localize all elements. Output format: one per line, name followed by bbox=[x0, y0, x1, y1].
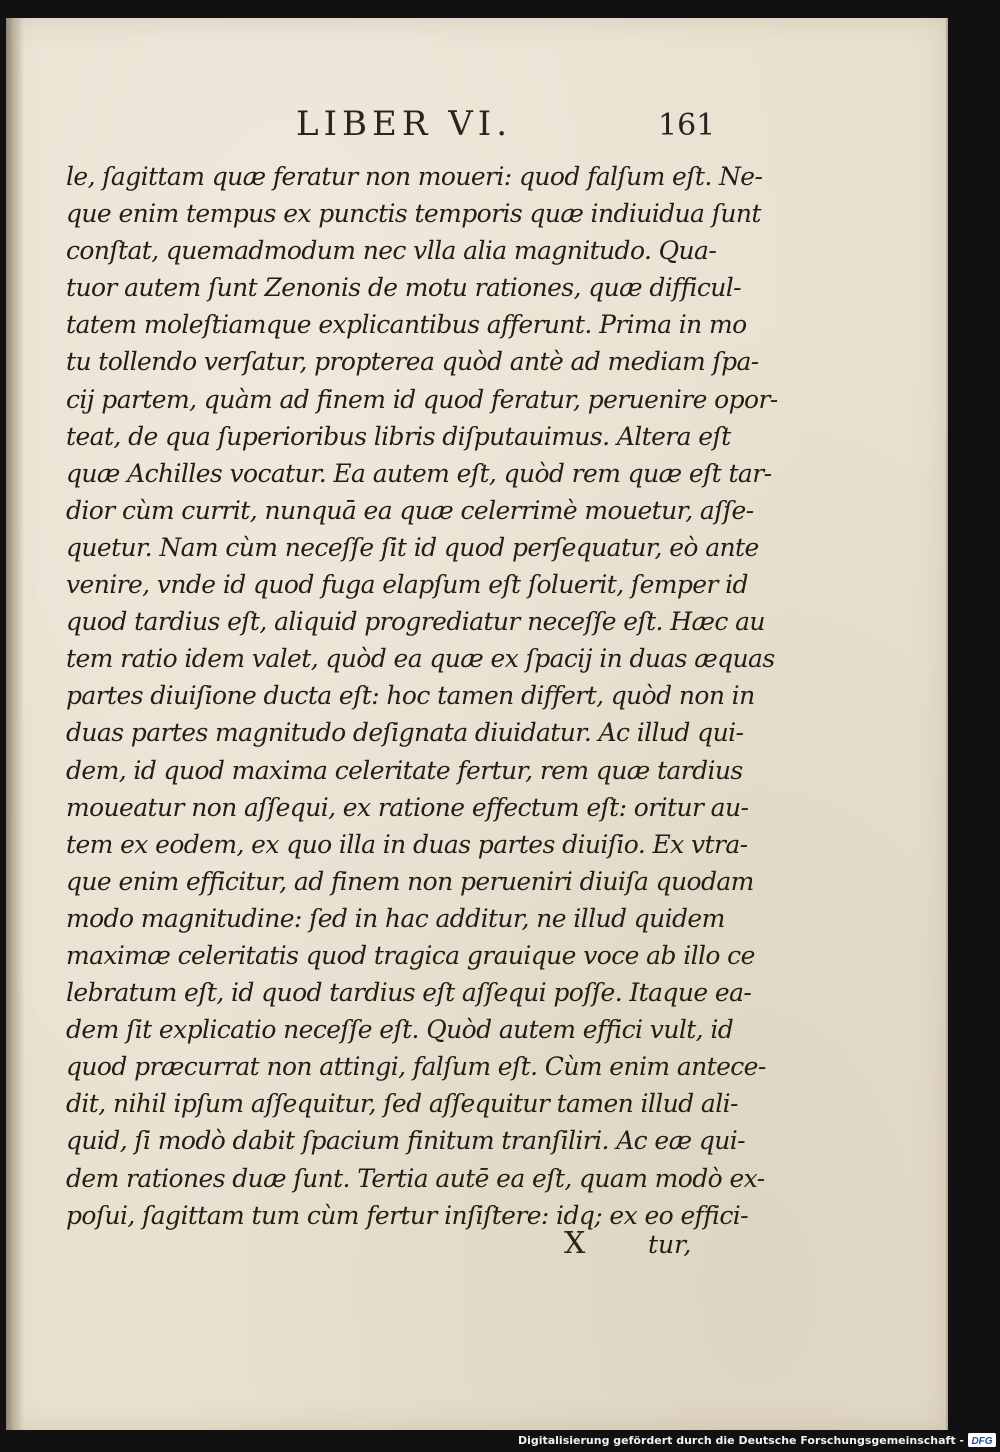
text-line: quid, ſi modò dabit ſpacium finitum tranſiliri. Ac eæ qui- bbox=[66, 1126, 745, 1156]
text-line: tem ex eodem, ex quo illa in duas partes diuiſio. Ex vtra- bbox=[66, 829, 748, 859]
signature-mark: X bbox=[564, 1226, 586, 1261]
text-line: que enim tempus ex punctis temporis quæ indiuidua ſunt bbox=[66, 199, 761, 229]
text-line: tatem moleſtiamque explicantibus afferunt. Prima in mo bbox=[66, 310, 747, 340]
book-page bbox=[6, 18, 948, 1430]
page-binding-edge bbox=[6, 18, 24, 1430]
text-line: quod tardius eſt, aliquid progrediatur neceſſe eſt. Hæc au bbox=[66, 607, 765, 637]
text-line: dem, id quod maxima celeritate fertur, rem quæ tardius bbox=[66, 755, 743, 785]
catchword: tur, bbox=[648, 1230, 692, 1259]
footer-bar bbox=[0, 1430, 1000, 1452]
text-line: teat, de qua ſuperioribus libris diſputauimus. Altera eſt bbox=[66, 421, 731, 451]
body-text bbox=[66, 158, 778, 1234]
text-line: tuor autem ſunt Zenonis de motu rationes, quæ difficul- bbox=[66, 273, 741, 303]
text-line: poſui, ſagittam tum cùm fertur inſiſtere: idq; ex eo effici- bbox=[66, 1200, 749, 1230]
text-line: tem ratio idem valet, quòd ea quæ ex ſpacij in duas æquas bbox=[66, 644, 775, 674]
text-line: dem ſit explicatio neceſſe eſt. Quòd autem effici vult, id bbox=[66, 1015, 734, 1045]
text-line: tu tollendo verſatur, propterea quòd antè ad mediam ſpa- bbox=[66, 347, 759, 377]
funding-credit: Digitalisierung gefördert durch die Deutsche Forschungsgemeinschaft - bbox=[517, 1434, 964, 1447]
text-line: le, ſagittam quæ feratur non moueri: quod falſum eſt. Ne- bbox=[66, 162, 763, 191]
text-line: lebratum eſt, id quod tardius eſt aſſequi poſſe. Itaque ea- bbox=[66, 978, 752, 1008]
text-line: duas partes magnitudo deſignata diuidatur. Ac illud qui- bbox=[66, 718, 744, 748]
text-line: quæ Achilles vocatur. Ea autem eſt, quòd rem quæ eſt tar- bbox=[66, 458, 772, 488]
text-line: conſtat, quemadmodum nec vlla alia magnitudo. Qua- bbox=[66, 236, 717, 266]
text-line: quetur. Nam cùm neceſſe ſit id quod perſequatur, eò ante bbox=[66, 532, 759, 562]
text-line: venire, vnde id quod fuga elapſum eſt ſoluerit, ſemper id bbox=[66, 570, 748, 600]
text-line: partes diuiſione ducta eſt: hoc tamen differt, quòd non in bbox=[66, 681, 755, 711]
text-line: cij partem, quàm ad finem id quod feratur, peruenire opor- bbox=[66, 384, 778, 414]
text-line: maximæ celeritatis quod tragica grauique voce ab illo ce bbox=[66, 940, 755, 970]
running-head: LIBER VI. bbox=[296, 104, 513, 144]
page-number: 161 bbox=[658, 108, 716, 143]
dfg-logo bbox=[968, 1433, 996, 1447]
text-line: dit, nihil ipſum aſſequitur, ſed aſſequitur tamen illud ali- bbox=[66, 1089, 738, 1119]
text-line: dior cùm currit, nunquā ea quæ celerrimè mouetur, aſſe- bbox=[66, 495, 754, 525]
text-line: que enim efficitur, ad finem non perueniri diuiſa quodam bbox=[66, 866, 754, 896]
text-line: modo magnitudine: ſed in hac additur, ne illud quidem bbox=[66, 903, 725, 933]
text-line: moueatur non aſſequi, ex ratione effectum eſt: oritur au- bbox=[66, 792, 749, 822]
text-line: quod præcurrat non attingi, falſum eſt. Cùm enim antece- bbox=[66, 1052, 766, 1082]
text-line: dem rationes duæ ſunt. Tertia autē ea eſt, quam modò ex- bbox=[66, 1163, 765, 1193]
svg-text:DFG: DFG bbox=[971, 1436, 993, 1447]
